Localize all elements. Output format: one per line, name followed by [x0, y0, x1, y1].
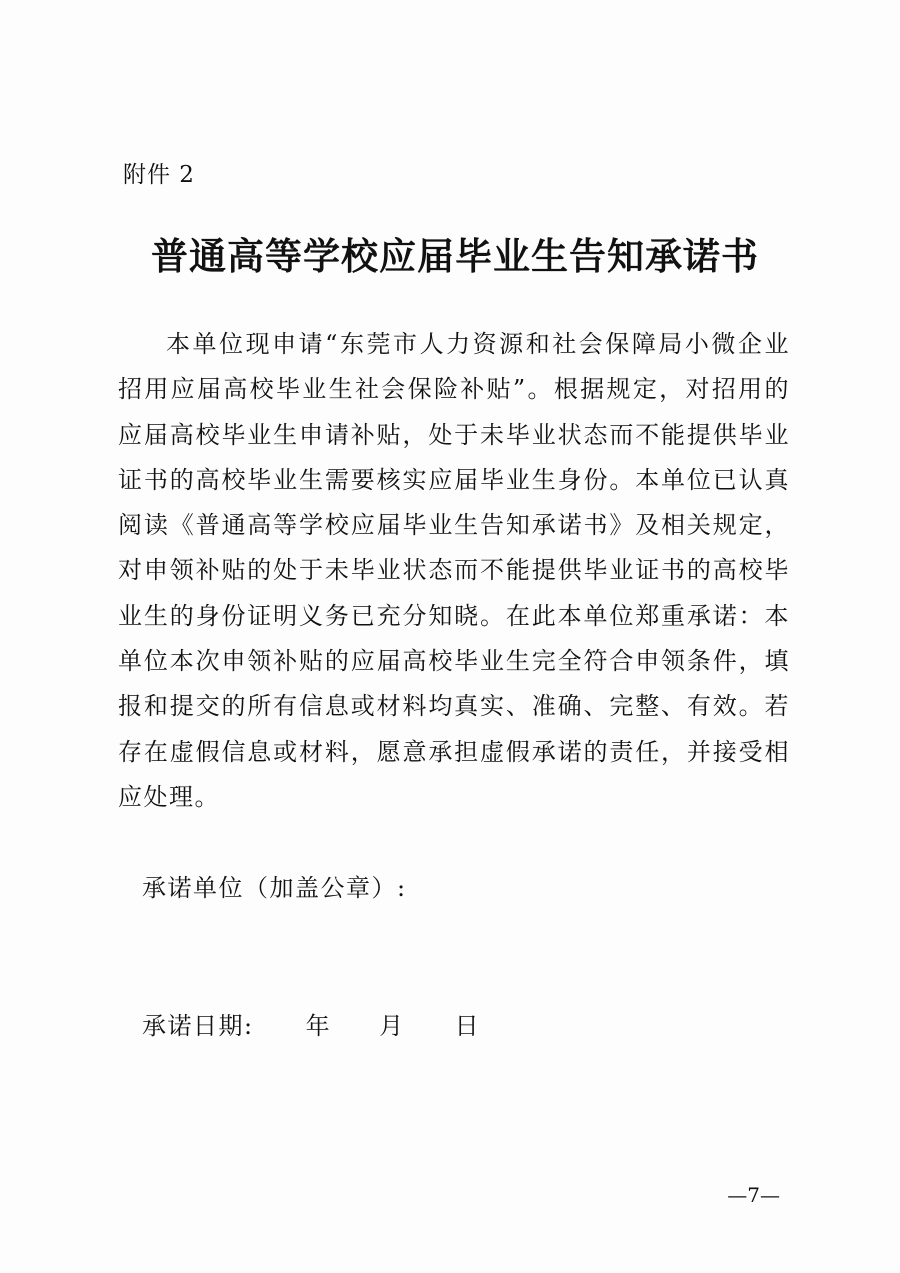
attachment-label: 附件 2 — [123, 162, 195, 188]
document-title: 普通高等学校应届毕业生告知承诺书 — [151, 234, 759, 278]
pledge-date-line — [142, 1008, 480, 1044]
date-day-label: 日 — [454, 1012, 481, 1040]
pledge-date-label: 承诺日期: — [142, 1012, 254, 1040]
date-month-label: 月 — [379, 1012, 405, 1040]
pledge-body-paragraph: 本单位现申请“东莞市人力资源和社会保障局小微企业招用应届高校毕业生社会保险补贴”。根据规定，对招用的应届高校毕业生申请补贴，处于未毕业状态而不能提供毕业证书的高校毕业生需要核实应届毕业生身份。本单位已认真阅读《普通高等学校应届毕业生告知承诺书》及相关规定，对申领补贴的处于未毕业状态而不能提供毕业证书的高校毕业生的身份证明义务已充分知晓。在此本单位郑重承诺：本单位本次申领补贴的应届高校毕业生完全符合申领条件，填报和提交的所有信息或材料均真实、准确、完整、有效。若存在虚假信息或材料，愿意承担虚假承诺的责任，并接受相应处理。 — [118, 330, 790, 811]
pledge-unit-label: 承诺单位（加盖公章）: — [142, 874, 407, 902]
date-year-label: 年 — [305, 1012, 332, 1040]
page-number: —7— — [727, 1183, 780, 1207]
